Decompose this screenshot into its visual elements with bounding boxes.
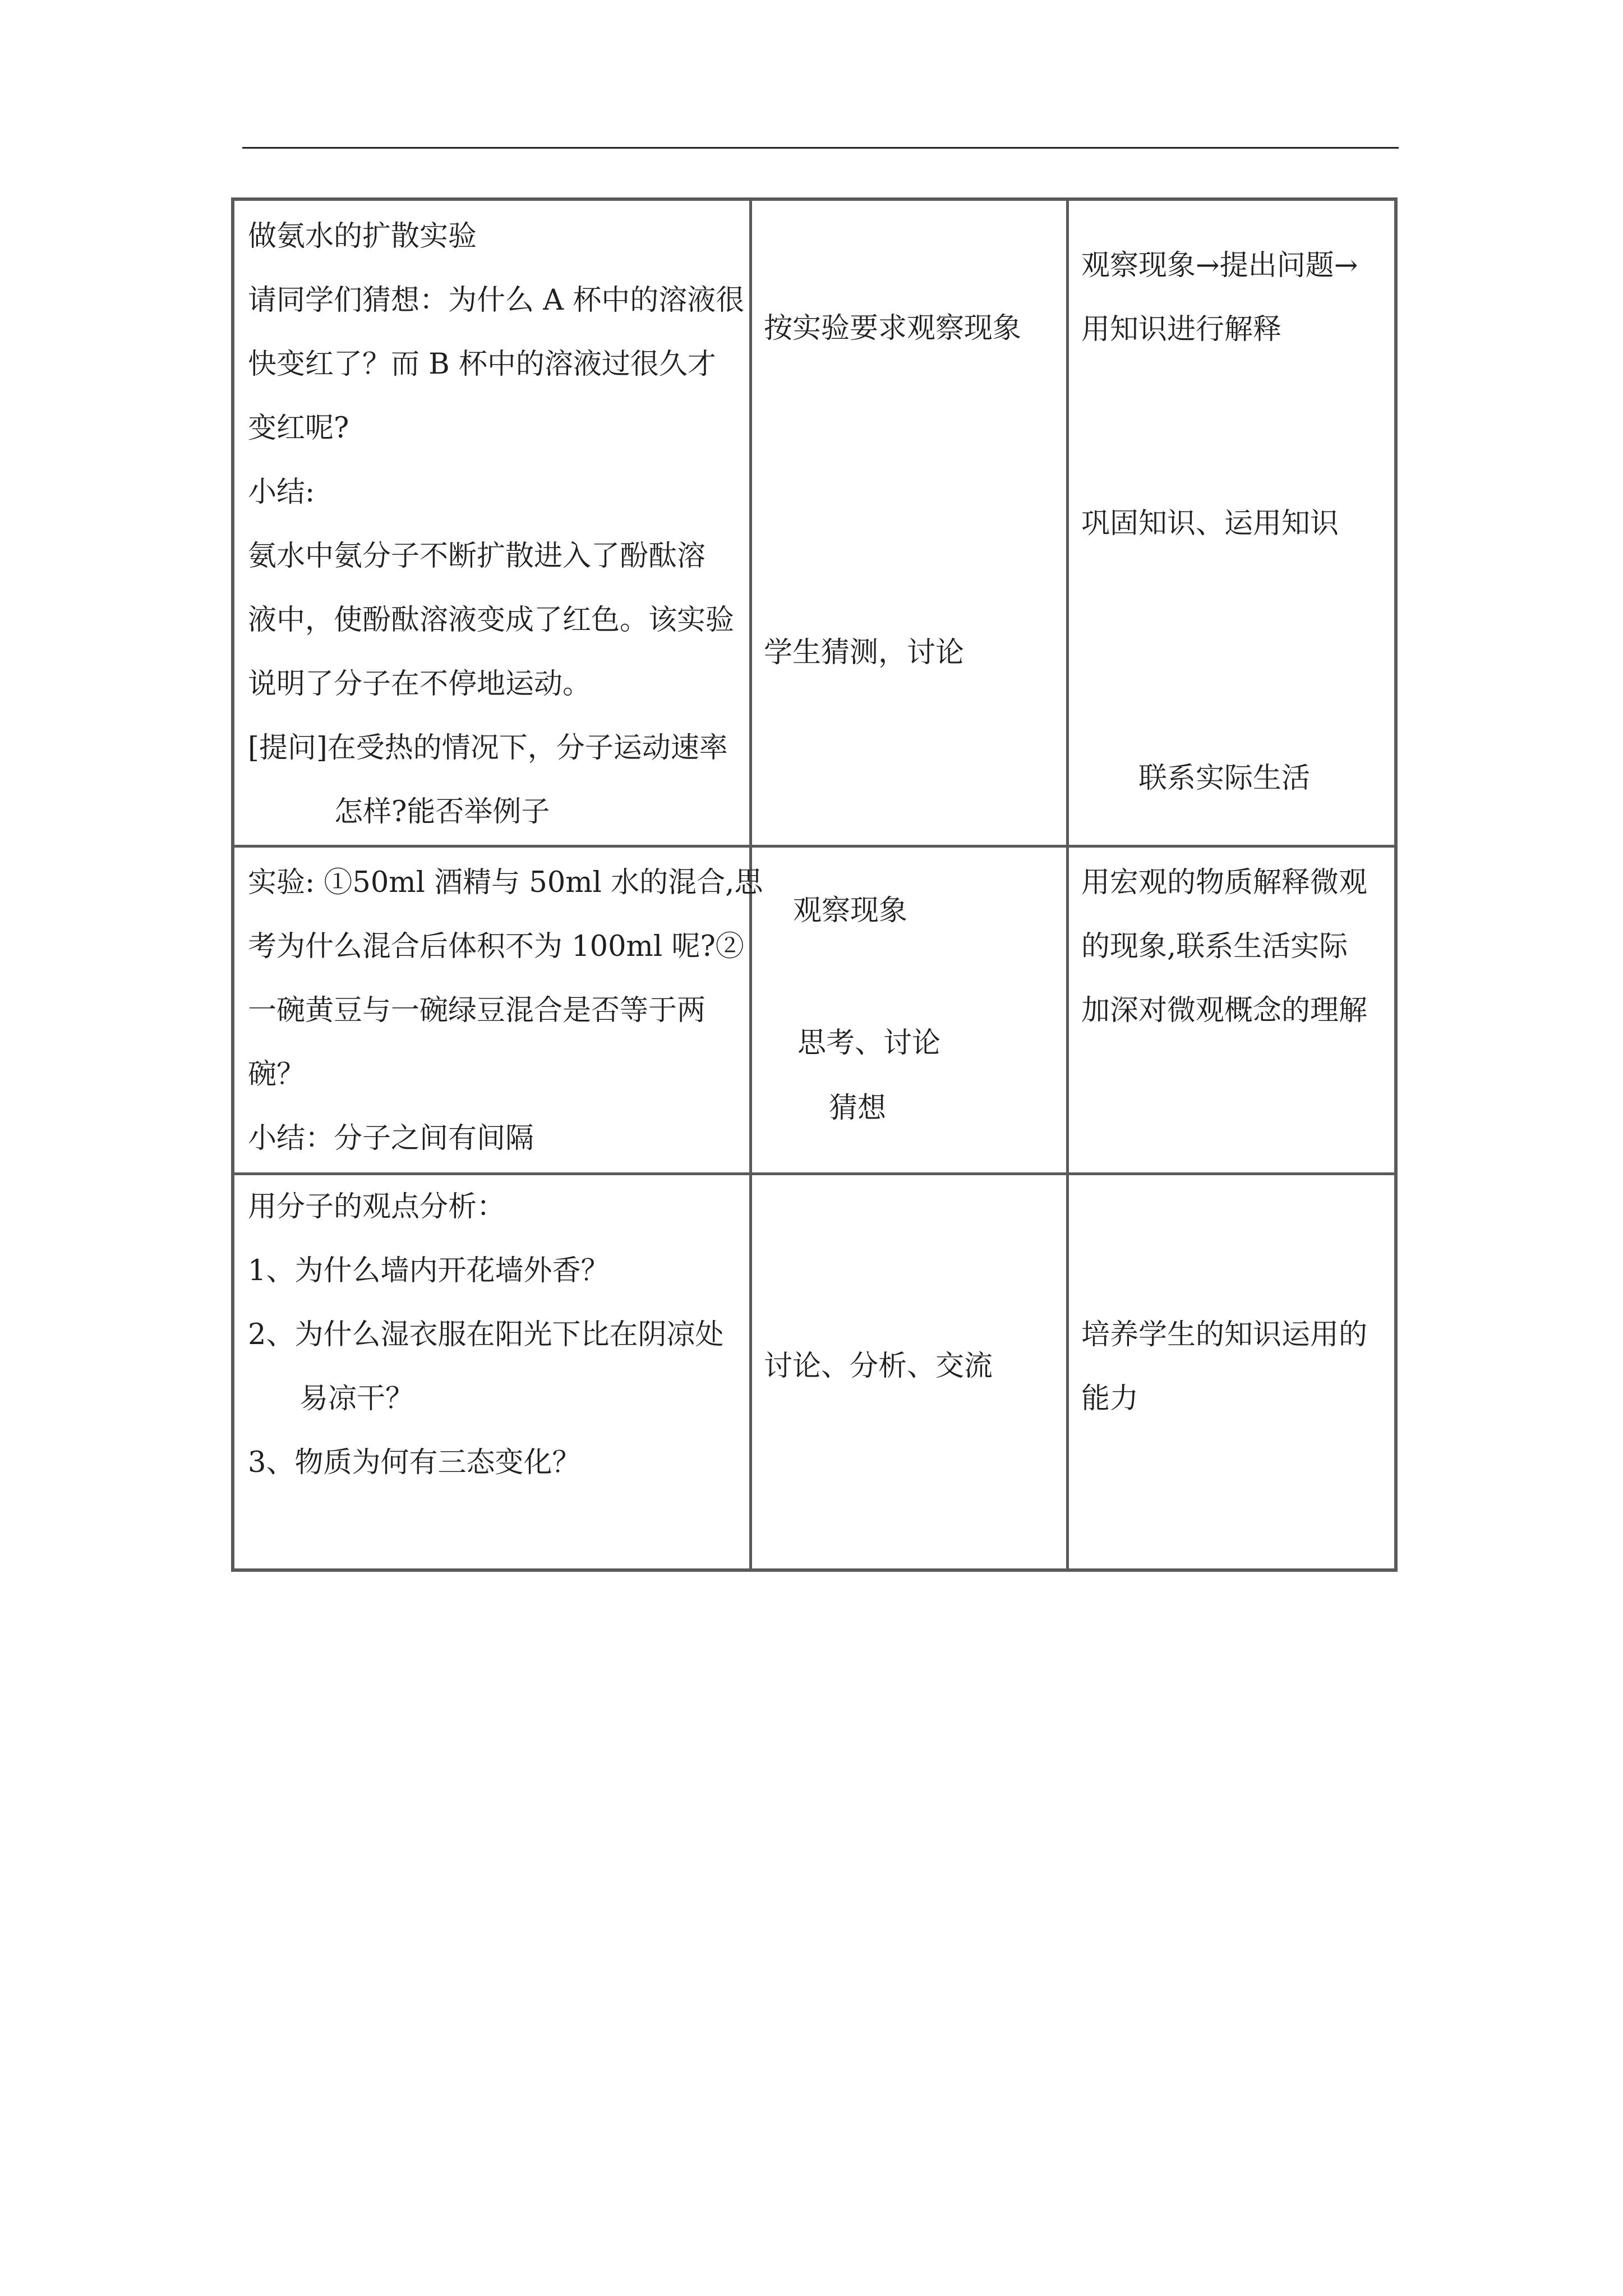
row1-left-line: 小结: <box>248 476 315 509</box>
row3-right-line: 能力 <box>1081 1382 1139 1415</box>
row1-right-line: 观察现象→提出问题→ <box>1081 249 1358 282</box>
row2-right-line: 的现象,联系生活实际 <box>1081 930 1348 963</box>
row1-left-line: [提问]在受热的情况下，分子运动速率 <box>248 731 728 765</box>
row1-middle-line: 按实验要求观察现象 <box>764 312 1022 345</box>
row2-left-line: 一碗黄豆与一碗绿豆混合是否等于两 <box>248 994 706 1027</box>
row2-left-line: 实验: ①50ml 酒精与 50ml 水的混合,思 <box>248 866 763 899</box>
row1-left-line: 氨水中氨分子不断扩散进入了酚酞溶 <box>248 540 706 573</box>
row1-left-line: 做氨水的扩散实验 <box>248 220 477 253</box>
row3-left-line: 易凉干？ <box>299 1382 414 1415</box>
row1-left-line: 说明了分子在不停地运动。 <box>248 668 592 701</box>
row1-left-line: 液中，使酚酞溶液变成了红色。该实验 <box>248 604 735 637</box>
row1-left-line: 怎样?能否举例子 <box>334 795 550 829</box>
row3-left-line: 1、为什么墙内开花墙外香？ <box>248 1254 610 1287</box>
row3-left-line: 3、物质为何有三态变化？ <box>248 1446 581 1479</box>
row2-left-line: 碗？ <box>248 1058 306 1091</box>
row2-left-line: 考为什么混合后体积不为 100ml 呢?② <box>248 930 744 963</box>
row3-left-line: 2、为什么湿衣服在阳光下比在阴凉处 <box>248 1318 724 1351</box>
column-divider <box>1066 201 1069 1568</box>
row3-left-line: 用分子的观点分析： <box>248 1190 506 1223</box>
row1-left-line: 快变红了？而 B 杯中的溶液过很久才 <box>248 348 716 381</box>
row3-middle-line: 讨论、分析、交流 <box>764 1350 993 1383</box>
row1-right-line: 用知识进行解释 <box>1081 313 1282 346</box>
row2-middle-line: 猜想 <box>829 1092 887 1125</box>
row2-middle-line: 观察现象 <box>793 894 908 927</box>
header-rule <box>242 147 1399 149</box>
row1-left-line: 请同学们猜想：为什么 A 杯中的溶液很 <box>248 284 745 317</box>
row-divider <box>234 845 1394 848</box>
row1-right-line: 联系实际生活 <box>1138 762 1311 795</box>
row3-right-line: 培养学生的知识运用的 <box>1081 1318 1368 1351</box>
row1-right-line: 巩固知识、运用知识 <box>1081 507 1339 540</box>
row1-middle-line: 学生猜测，讨论 <box>764 636 965 669</box>
row1-left-line: 变红呢? <box>248 412 349 445</box>
row2-right-line: 用宏观的物质解释微观 <box>1081 866 1368 899</box>
row2-middle-line: 思考、讨论 <box>797 1027 941 1060</box>
row2-right-line: 加深对微观概念的理解 <box>1081 994 1368 1027</box>
row2-left-line: 小结：分子之间有间隔 <box>248 1122 534 1155</box>
